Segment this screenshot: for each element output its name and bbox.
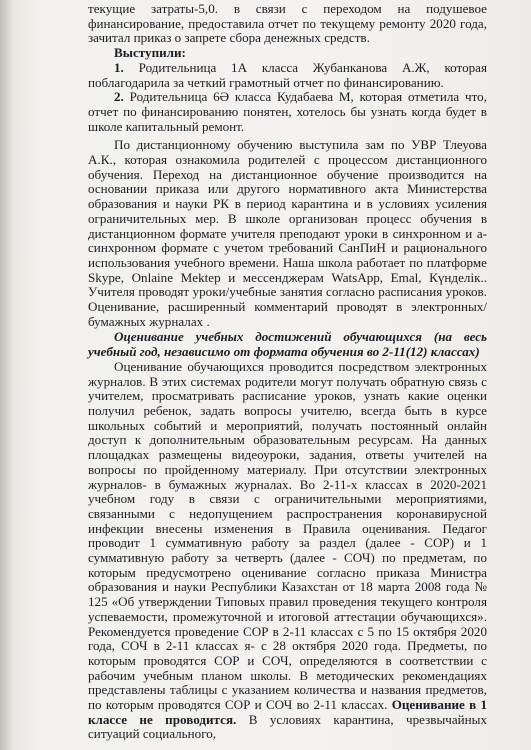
speaker-item-2-number: 2. [114,89,124,105]
speaker-item-2-text: Родительница 6Ә класса Кудабаева М, которая отметила что, отчет по финансированию понятен, хотелось бы узнать когда будет в школе капитальный ремонт. [88,89,487,134]
paragraph-distance-learning: По дистанционному обучению выступила зам по УВР Тлеуова А.К., которая ознакомила родителей с процессом дистанционного обучения. Переход на дистанционное обучение производится на основании приказа или другого нормативного акта Министерства образования и науки РК в период карантина и в условиях усиления ограничительных мер. В школе организован процесс обучения в дистанционном формате учителя преподают уроки в синхронном и а- синхронном формате с учетом требований СанПиН и рационального использования учебного времени. Наша школа работает по платформе Skype, Onlaine Mektep и мессенджерам WatsApp, Emal, Күнделік.. Учителя проводят уроки/учебные занятия согласно расписания уроков. Оценивание, расширенный комментарий проводят в электронных/бумажных журналах . [88,137,487,329]
paragraph-assessment-tail: В условиях карантина, чрезвычайных ситуаций социального, [88,711,488,742]
paragraph-assessment-body: Оценивание обучающихся проводится посредством электронных журналов. В этих системах родители могут получать обратную связь с учителем, просматривать расписание уроков, узнать какие оценки получил ребенок, задать вопросы учителю, всегда быть в курсе школьных событий и мероприятий, получать постоянный онлайн доступ к дополнительным образовательным ресурсам. На данных площадках размещены видеоуроки, задания, ответы учителей на вопросы по пройденному материалу. При отсутствии электронных журналов- в бумажных журналах. Во 2-11-х классах в 2020-2021 учебном году в связи с ограничительными мероприятиями, связанными с недопущением распространения коронавирусной инфекции внесены изменения в Правила оценивания. Педагог проводит 1 суммативную работу за раздел (далее - СОР) и 1 суммативную работу за четверть (далее - СОЧ) по предметам, по которым предусмотрено оценивание согласно приказа Министра образования и науки Республики Казахстан от 18 марта 2008 года № 125 «Об утверждении Типовых правил проведения текущего контроля успеваемости, промежуточной и итоговой аттестации обучающихся». Рекомендуется проведение СОР в 2-11 классах с 5 по 15 октября 2020 года, СОЧ в 2-11 классах я- с 28 октября 2020 года. Предметы, по которым проводятся СОР и СОЧ, определяются в соответствии с рабочим учебным планом школы. В методических рекомендациях представлены таблицы с указанием количества и названия предметов, по которым проводятся СОР и СОЧ во 2-11 классах. [88,358,487,713]
page-edge-shadow [0,0,14,750]
paragraph-expenses: текущие затраты-5,0. в связи с переходом на подушевое финансирование, предоставила отчет по текущему ремонту 2020 года, зачитал приказ о запрете сбора денежных средств. [88,1,487,46]
paragraph-assessment [88,360,487,742]
section-title-assessment: Оценивание учебных достижений обучающихся (на весь учебный год, независимо от формата обучения во 2-11(12) классах) [88,329,487,360]
speakers-heading: Выступили: [114,45,186,61]
speaker-item-2 [88,90,487,134]
paragraph-assessment-bold: Оценивание в 1 классе не проводится. [88,697,488,727]
speaker-item-1-text: Родительница 1А класса Жубанканова А.Ж, которая поблагодарила за четкий грамотный отчет по финансированию. [88,59,488,90]
speaker-item-1-number: 1. [114,59,124,75]
speaker-item-1 [88,61,487,90]
